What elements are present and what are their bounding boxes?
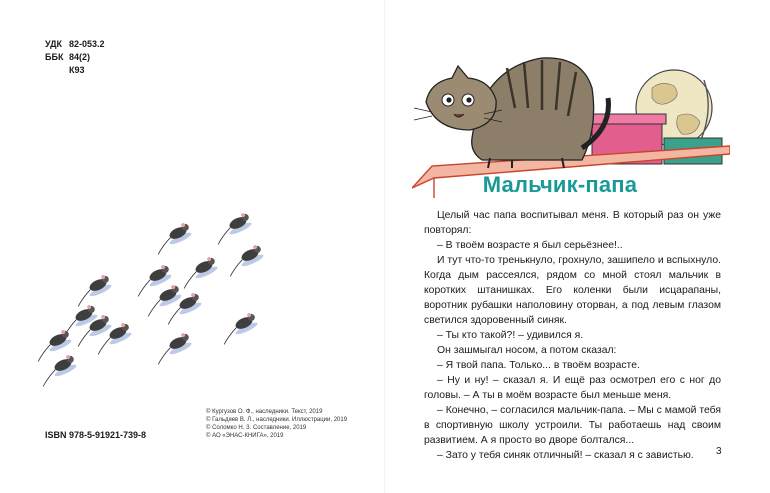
copyright-line: © Гальдяев В. Л., наследники. Иллюстрации, 2019	[206, 417, 348, 423]
bibliographic-block	[45, 38, 105, 77]
bbk-value: 84(2)	[69, 52, 91, 62]
udk-key: УДК	[45, 39, 63, 49]
mouse-drawing	[217, 311, 260, 344]
paragraph: Целый час папа воспитывал меня. В который раз он уже повторял:	[424, 210, 721, 236]
paragraph: И тут что-то тренькнуло, грохнуло, зашипело и вспыхнуло. Когда дым рассеялся, рядом со мной стоял мальчик в коротких штанишках. Его коленки были исцарапаны, воротник рубашки наполовину оторван, а под левым глазом светился здоровенный синяк.	[424, 255, 721, 326]
page-number: 3	[716, 446, 722, 457]
paragraph: – Конечно, – согласился мальчик-папа. – Мы с мамой тебя в спортивную школу устроили. Ты работаешь над своим развитием. А я просто во дворе болтался...	[424, 405, 721, 446]
paragraph: – Ты кто такой?! – удивился я.	[437, 330, 584, 341]
mouse-drawing	[38, 353, 79, 386]
udk-value: 82-053.2	[69, 39, 105, 49]
paragraph: – Я твой папа. Только... в твоём возрасте.	[437, 360, 640, 371]
story-text	[424, 208, 721, 463]
mouse-drawing	[151, 331, 194, 364]
paragraph: – Зато у тебя синяк отличный! – сказал я с завистью.	[437, 450, 694, 461]
udk-row	[45, 38, 105, 51]
mouse-drawing	[223, 243, 266, 276]
paragraph: Он зашмыгал носом, а потом сказал:	[437, 345, 617, 356]
copyright-line: © Соломко Н. З. Составление, 2019	[206, 425, 307, 431]
mice-illustration	[38, 205, 278, 390]
paragraph: – Ну и ну! – сказал я. И ещё раз осмотрел его с ног до головы. – А ты в моём возрасте был меньше меня.	[424, 375, 721, 401]
copyright-line: © АО «ЭНАС-КНИГА», 2019	[206, 433, 284, 439]
mouse-drawing	[211, 211, 254, 244]
copyright-line: © Кургузов О. Ф., наследники. Текст, 2019	[206, 409, 323, 415]
author-mark: К93	[69, 65, 85, 75]
story-title: Мальчик-папа	[482, 172, 638, 197]
isbn: ISBN 978-5-91921-739-8	[45, 430, 147, 440]
mouse-drawing	[71, 273, 114, 306]
bbk-key: ББК	[45, 52, 64, 62]
mouse-drawing	[177, 255, 220, 288]
copyright-block	[206, 408, 347, 440]
bbk-row	[45, 51, 105, 64]
mouse-drawing	[151, 221, 194, 254]
paragraph: – В твоём возрасте я был серьёзнее!..	[437, 240, 623, 251]
